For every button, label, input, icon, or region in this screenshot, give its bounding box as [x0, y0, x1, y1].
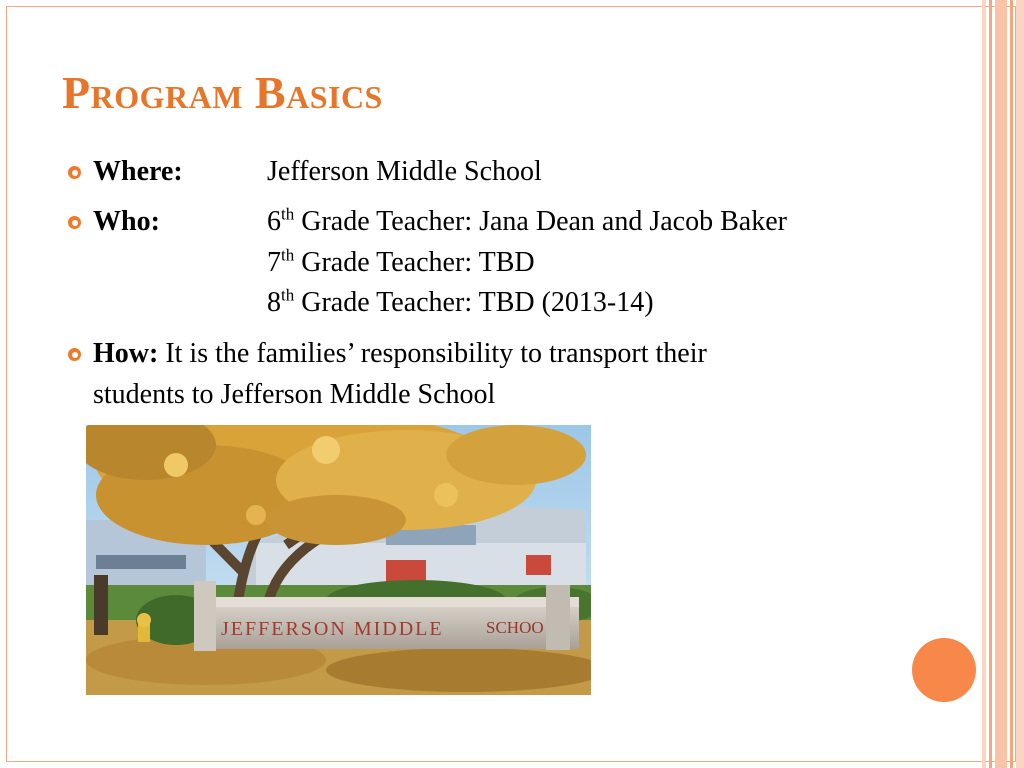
how-text: It is the families’ responsibility to transport their: [165, 338, 707, 369]
who-item-7th: [267, 246, 535, 280]
school-sign-photo: [86, 425, 591, 695]
who-label: Who:: [93, 206, 160, 237]
bullet-icon: [68, 216, 81, 229]
grade-suffix: th: [281, 245, 295, 265]
bullet-icon: [68, 166, 81, 179]
grade-number: 7: [267, 247, 281, 278]
grade-suffix: th: [281, 285, 295, 305]
who-item-8th: [267, 286, 654, 320]
grade-text: Grade Teacher: TBD (2013-14): [301, 287, 654, 318]
grade-number: 6: [267, 206, 281, 237]
bullet-icon: [68, 348, 81, 361]
grade-text: Grade Teacher: Jana Dean and Jacob Baker: [301, 206, 787, 237]
where-label: Where:: [93, 156, 183, 187]
who-line: [93, 205, 160, 239]
how-label: How:: [93, 338, 159, 369]
sign-text-end: SCHOO: [486, 618, 544, 637]
grade-number: 8: [267, 287, 281, 318]
how-line-1: [93, 337, 707, 371]
grade-suffix: th: [281, 204, 295, 224]
grade-text: Grade Teacher: TBD: [301, 247, 535, 278]
who-item-6th: [267, 205, 787, 239]
how-line-2: students to Jefferson Middle School: [93, 379, 496, 410]
sign-text: JEFFERSON MIDDLE: [221, 618, 444, 640]
slide-title: Program Basics: [62, 67, 383, 118]
where-value: Jefferson Middle School: [267, 156, 542, 187]
where-line: [93, 155, 183, 189]
decorative-orb: [912, 638, 976, 702]
